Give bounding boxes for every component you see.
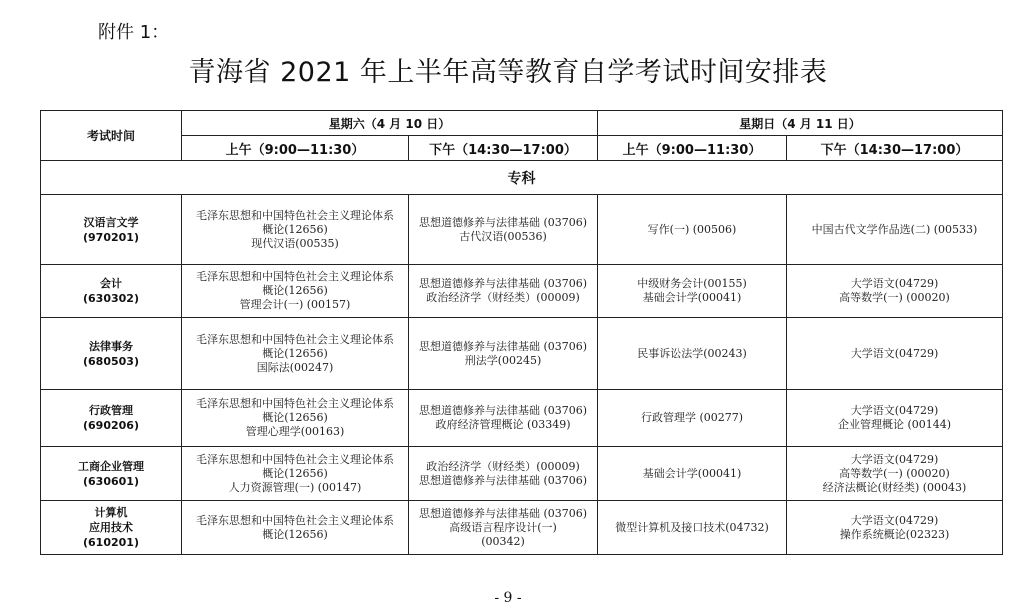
exam-cell xyxy=(598,265,787,318)
exam-schedule-table xyxy=(40,110,1003,555)
subject-line: 思想道德修养与法律基础 (03706) xyxy=(418,215,588,229)
subject-line: 思想道德修养与法律基础 (03706) xyxy=(418,404,588,417)
subject-line: 管理心理学(00163) xyxy=(245,425,345,438)
exam-cell xyxy=(182,447,409,501)
subject-line: (00342) xyxy=(481,534,525,548)
subject-line: 微型计算机及接口技术(04732) xyxy=(615,520,769,534)
table-row xyxy=(41,318,1003,390)
major-line: 计算机 xyxy=(94,506,128,519)
saturday-morning-header: 上午（9:00—11:30） xyxy=(182,136,409,161)
major-line: (680503) xyxy=(83,354,139,368)
exam-cell xyxy=(598,501,787,555)
subject-line: 概论(12656) xyxy=(262,222,328,236)
subject-line: 毛泽东思想和中国特色社会主义理论体系 xyxy=(196,208,394,222)
subject-line: 人力资源管理(一) (00147) xyxy=(228,480,362,494)
exam-cell xyxy=(409,447,598,501)
exam-cell xyxy=(598,195,787,265)
major-line: 应用技术 xyxy=(89,521,133,534)
subject-line: 国际法(00247) xyxy=(256,360,334,374)
major-line: (630601) xyxy=(83,474,139,488)
exam-cell xyxy=(409,318,598,390)
subject-line: 古代汉语(00536) xyxy=(459,229,547,243)
exam-cell xyxy=(598,447,787,501)
subject-line: 企业管理概论 (00144) xyxy=(837,418,952,431)
subject-line: 大学语文(04729) xyxy=(850,404,939,417)
exam-cell xyxy=(409,390,598,447)
sunday-header: 星期日（4 月 11 日） xyxy=(598,111,1003,136)
exam-cell xyxy=(182,390,409,447)
subject-line: 操作系统概论(02323) xyxy=(839,527,950,541)
exam-cell xyxy=(598,318,787,390)
subject-line: 政治经济学（财经类）(00009) xyxy=(426,459,580,473)
major-line: (970201) xyxy=(83,230,139,244)
major-cell xyxy=(41,501,182,555)
exam-cell xyxy=(787,265,1003,318)
schedule-body xyxy=(41,195,1003,555)
exam-cell xyxy=(182,318,409,390)
subject-line: 行政管理学 (00277) xyxy=(640,411,744,424)
exam-cell xyxy=(787,318,1003,390)
saturday-afternoon-header: 下午（14:30—17:00） xyxy=(409,136,598,161)
exam-cell xyxy=(787,447,1003,501)
subject-line: 概论(12656) xyxy=(262,346,328,360)
subject-line: 政府经济管理概论 (03349) xyxy=(435,418,571,431)
subject-line: 思想道德修养与法律基础 (03706) xyxy=(418,339,588,353)
table-row xyxy=(41,390,1003,447)
subject-line: 大学语文(04729) xyxy=(850,513,939,527)
exam-cell xyxy=(182,195,409,265)
subject-line: 民事诉讼法学(00243) xyxy=(637,346,747,360)
subject-line: 经济法概论(财经类) (00043) xyxy=(822,480,967,494)
subject-line: 写作(一) (00506) xyxy=(647,222,737,236)
exam-cell xyxy=(598,390,787,447)
major-line: 会计 xyxy=(100,277,122,290)
exam-cell xyxy=(787,195,1003,265)
section-title: 专科 xyxy=(41,161,1003,195)
major-cell xyxy=(41,318,182,390)
subject-line: 概论(12656) xyxy=(262,527,328,541)
major-line: 工商企业管理 xyxy=(78,459,144,473)
table-row xyxy=(41,195,1003,265)
subject-line: 现代汉语(00535) xyxy=(251,236,339,250)
subject-line: 政治经济学（财经类）(00009) xyxy=(426,291,580,304)
subject-line: 刑法学(00245) xyxy=(464,353,542,367)
table-row xyxy=(41,501,1003,555)
subject-line: 概论(12656) xyxy=(262,284,328,297)
subject-line: 概论(12656) xyxy=(262,466,328,480)
subject-line: 毛泽东思想和中国特色社会主义理论体系 xyxy=(196,332,394,346)
subject-line: 管理会计(一) (00157) xyxy=(239,298,351,311)
exam-cell xyxy=(787,501,1003,555)
subject-line: 大学语文(04729) xyxy=(850,346,939,360)
major-cell xyxy=(41,195,182,265)
subject-line: 高等数学(一) (00020) xyxy=(839,291,950,304)
major-line: 汉语言文学 xyxy=(83,215,139,229)
exam-cell xyxy=(409,195,598,265)
exam-cell xyxy=(409,265,598,318)
subject-line: 思想道德修养与法律基础 (03706) xyxy=(418,277,588,290)
exam-cell xyxy=(182,265,409,318)
exam-time-header: 考试时间 xyxy=(41,111,182,161)
subject-line: 毛泽东思想和中国特色社会主义理论体系 xyxy=(196,270,394,283)
exam-cell xyxy=(182,501,409,555)
major-cell xyxy=(41,447,182,501)
subject-line: 中国古代文学作品选(二) (00533) xyxy=(811,222,978,236)
subject-line: 思想道德修养与法律基础 (03706) xyxy=(418,506,588,520)
subject-line: 毛泽东思想和中国特色社会主义理论体系 xyxy=(196,397,394,410)
subject-line: 基础会计学(00041) xyxy=(642,466,742,480)
table-row xyxy=(41,265,1003,318)
major-line: (690206) xyxy=(83,419,139,432)
attachment-label: 附件 1： xyxy=(98,22,170,43)
table-row xyxy=(41,447,1003,501)
major-line: 法律事务 xyxy=(89,339,133,353)
subject-line: 大学语文(04729) xyxy=(850,452,939,466)
subject-line: 思想道德修养与法律基础 (03706) xyxy=(418,473,588,487)
exam-cell xyxy=(409,501,598,555)
major-line: (610201) xyxy=(83,536,139,549)
subject-line: 基础会计学(00041) xyxy=(642,291,742,304)
page-title: 青海省 2021 年上半年高等教育自学考试时间安排表 xyxy=(188,57,828,88)
subject-line: 高等数学(一) (00020) xyxy=(839,466,950,480)
sunday-afternoon-header: 下午（14:30—17:00） xyxy=(787,136,1003,161)
subject-line: 高级语言程序设计(一) xyxy=(449,520,557,534)
major-cell xyxy=(41,265,182,318)
sunday-morning-header: 上午（9:00—11:30） xyxy=(598,136,787,161)
subject-line: 毛泽东思想和中国特色社会主义理论体系 xyxy=(196,452,394,466)
major-line: 行政管理 xyxy=(89,404,133,417)
exam-cell xyxy=(787,390,1003,447)
subject-line: 毛泽东思想和中国特色社会主义理论体系 xyxy=(196,513,394,527)
major-line: (630302) xyxy=(83,292,139,305)
subject-line: 概论(12656) xyxy=(262,411,328,424)
major-cell xyxy=(41,390,182,447)
page-number: - 9 - xyxy=(494,590,522,606)
subject-line: 大学语文(04729) xyxy=(850,277,939,290)
subject-line: 中级财务会计(00155) xyxy=(637,277,747,290)
saturday-header: 星期六（4 月 10 日） xyxy=(182,111,598,136)
